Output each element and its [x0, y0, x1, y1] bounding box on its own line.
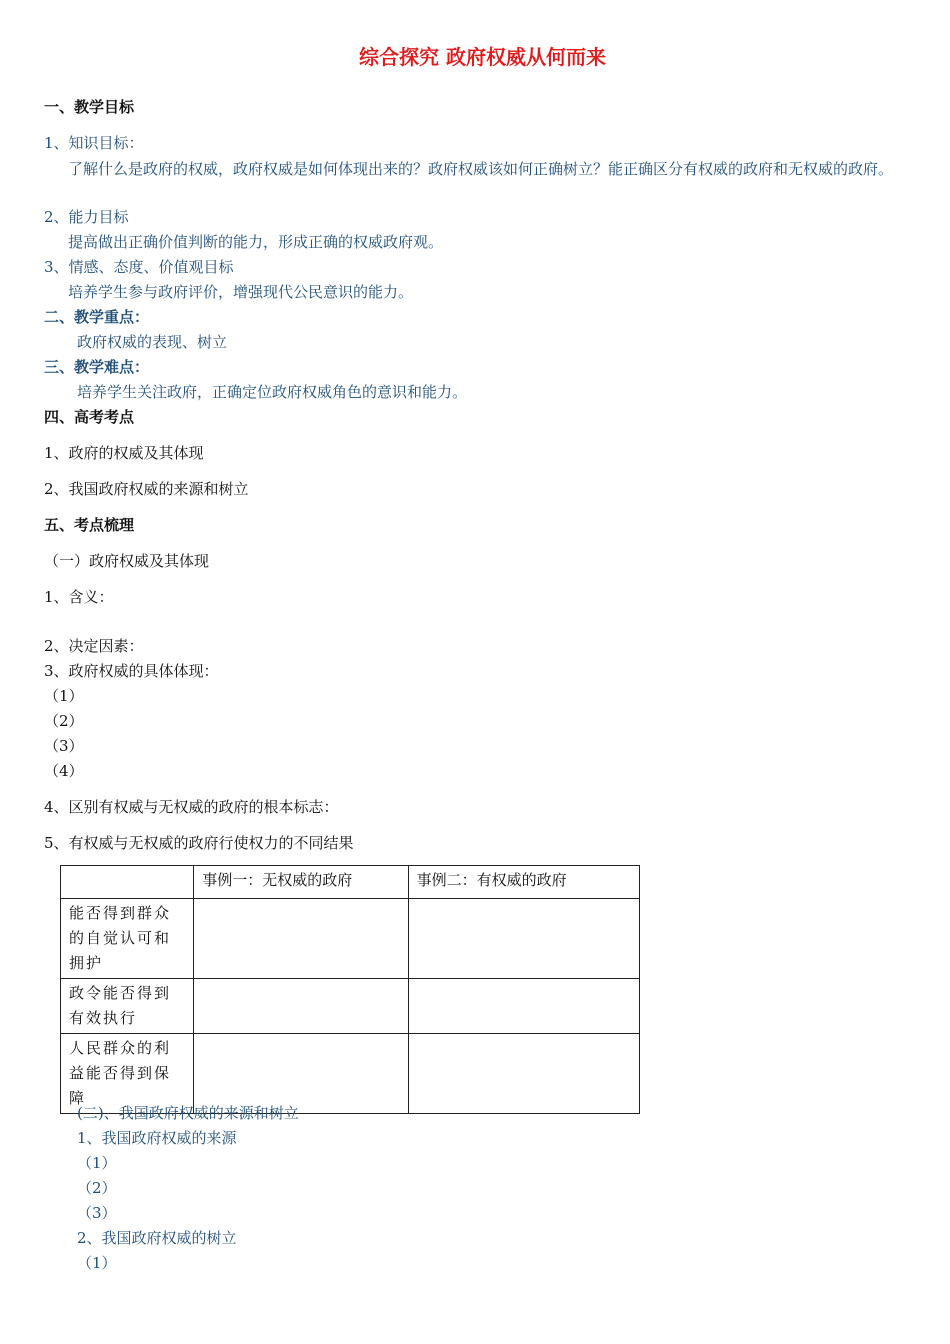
section-heading-key-points: 二、教学重点： [44, 308, 150, 326]
authority-source-3: （3） [77, 1204, 117, 1222]
table-row-label-execution: 政令能否得到有效执行 [61, 979, 194, 1034]
table-header-no-authority: 事例一：无权威的政府 [194, 866, 408, 899]
review-meaning: 1、含义： [44, 588, 114, 606]
table-header-row [61, 866, 640, 899]
key-points-text: 政府权威的表现、树立 [77, 333, 228, 351]
section-heading-objectives: 一、教学目标 [44, 98, 135, 116]
objective-values-text: 培养学生参与政府评价，增强现代公民意识的能力。 [68, 283, 414, 301]
table-row-label-recognition: 能否得到群众的自觉认可和拥护 [61, 899, 194, 979]
table-cell-with-authority-interests[interactable] [408, 1034, 639, 1114]
review-manifestation-4: （4） [44, 762, 84, 780]
table-header-blank [61, 866, 194, 899]
review-manifestation-1: （1） [44, 687, 84, 705]
comparison-table [60, 865, 640, 1114]
authority-establish-1: （1） [77, 1254, 117, 1272]
table-row [61, 1034, 640, 1114]
section-heading-difficulties: 三、教学难点： [44, 358, 150, 376]
section-heading-exam-points: 四、高考考点 [44, 408, 135, 426]
page-title: 综合探究 政府权威从何而来 [359, 45, 606, 69]
objective-knowledge-label: 1、知识目标： [44, 134, 144, 152]
authority-source-heading: 1、我国政府权威的来源 [77, 1129, 237, 1147]
authority-source-1: （1） [77, 1154, 117, 1172]
authority-establish-heading: 2、我国政府权威的树立 [77, 1229, 237, 1247]
table-cell-no-authority-recognition[interactable] [194, 899, 408, 979]
table-row [61, 899, 640, 979]
review-manifestations: 3、政府权威的具体体现： [44, 662, 219, 680]
review-part-2: (二)、我国政府权威的来源和树立 [77, 1104, 299, 1122]
table-row [61, 979, 640, 1034]
objective-knowledge-text: 了解什么是政府的权威，政府权威是如何体现出来的？政府权威该如何正确树立？能正确区分有权威的政府和无权威的政府。 [68, 160, 894, 178]
review-manifestation-3: （3） [44, 737, 84, 755]
table-row-label-interests: 人民群众的利益能否得到保障 [61, 1034, 194, 1114]
table-cell-no-authority-execution[interactable] [194, 979, 408, 1034]
exam-point-1: 1、政府的权威及其体现 [44, 444, 204, 462]
section-heading-review: 五、考点梳理 [44, 516, 135, 534]
table-cell-no-authority-interests[interactable] [194, 1034, 408, 1114]
difficulties-text: 培养学生关注政府，正确定位政府权威角色的意识和能力。 [77, 383, 468, 401]
objective-values-label: 3、情感、态度、价值观目标 [44, 258, 234, 276]
table-cell-with-authority-recognition[interactable] [408, 899, 639, 979]
objective-ability-label: 2、能力目标 [44, 208, 129, 226]
authority-source-2: （2） [77, 1179, 117, 1197]
table-header-with-authority: 事例二：有权威的政府 [408, 866, 639, 899]
review-results: 5、有权威与无权威的政府行使权力的不同结果 [44, 834, 354, 852]
exam-point-2: 2、我国政府权威的来源和树立 [44, 480, 249, 498]
review-distinction: 4、区别有权威与无权威的政府的根本标志： [44, 798, 339, 816]
table-cell-with-authority-execution[interactable] [408, 979, 639, 1034]
review-manifestation-2: （2） [44, 712, 84, 730]
objective-ability-text: 提高做出正确价值判断的能力，形成正确的权威政府观。 [68, 233, 444, 251]
review-factors: 2、决定因素： [44, 637, 144, 655]
review-part-1: （一）政府权威及其体现 [44, 552, 210, 570]
